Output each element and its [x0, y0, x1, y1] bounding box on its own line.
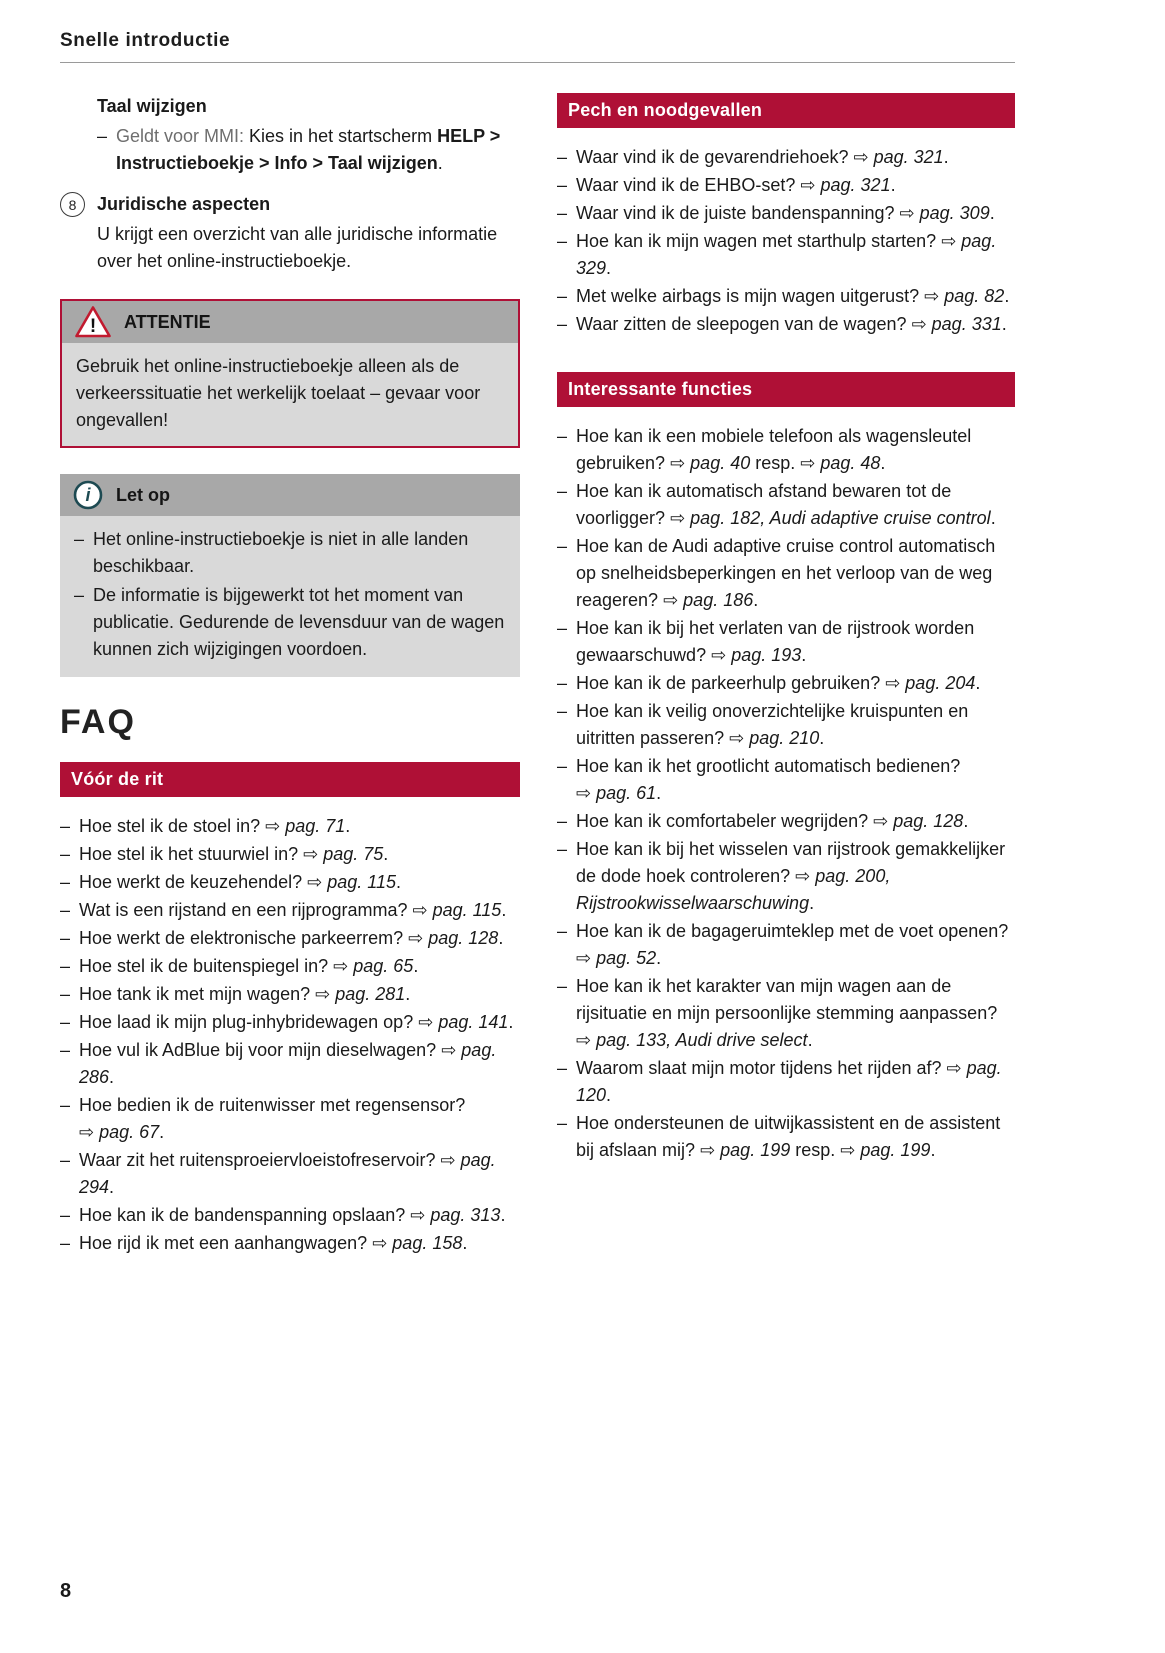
page-reference: pag. 141	[438, 1012, 509, 1032]
faq-item	[557, 836, 1015, 917]
dash-bullet: –	[557, 147, 568, 167]
dash-bullet: –	[60, 844, 71, 864]
dash-bullet: –	[557, 231, 568, 251]
text-segment: .	[656, 948, 662, 968]
text-segment: Hoe stel ik de stoel in?	[79, 816, 266, 836]
cross-reference-arrow: ⇨	[899, 203, 920, 223]
page-reference: pag. 294	[79, 1150, 496, 1197]
cross-reference-arrow: ⇨	[307, 872, 328, 892]
dash-bullet: –	[557, 426, 568, 446]
cross-reference-arrow: ⇨	[924, 286, 945, 306]
faq-item	[557, 1055, 1015, 1109]
cross-reference-arrow: ⇨	[800, 453, 821, 473]
dash-bullet: –	[557, 839, 568, 859]
text-segment: De informatie is bijgewerkt tot het moment van publicatie. Gedurende de levensduur van de wagen kunnen zich wijzigingen voordoen.	[93, 585, 505, 659]
dash-bullet: –	[60, 984, 71, 1004]
dash-bullet: –	[557, 536, 568, 556]
dash-bullet: –	[557, 175, 568, 195]
faq-item	[60, 953, 520, 980]
faq-item	[557, 144, 1015, 171]
text-segment: Met welke airbags is mijn wagen uitgerust?	[576, 286, 925, 306]
text-segment: Hoe kan ik de bagageruimteklep met de voet openen?	[576, 921, 1009, 941]
cross-reference-arrow: ⇨	[795, 866, 816, 886]
text-segment: .	[753, 590, 759, 610]
text-segment: Hoe kan ik comfortabeler wegrijden?	[576, 811, 874, 831]
language-section	[60, 93, 520, 177]
page-reference: pag. 193	[731, 645, 802, 665]
text-segment: .	[963, 811, 969, 831]
cross-reference-arrow: ⇨	[408, 928, 429, 948]
cross-reference-arrow: ⇨	[700, 1140, 721, 1160]
text-segment: .	[395, 872, 401, 892]
dash-bullet: –	[60, 816, 71, 836]
dash-bullet: –	[60, 1012, 71, 1032]
page-reference: pag. 75	[323, 844, 384, 864]
section-banner: Interessante functies	[557, 372, 1015, 407]
text-segment: Hoe tank ik met mijn wagen?	[79, 984, 316, 1004]
text-segment: Waar vind ik de juiste bandenspanning?	[576, 203, 900, 223]
text-segment: resp.	[790, 1140, 841, 1160]
page-reference: pag. 182, Audi adaptive cruise control	[690, 508, 991, 528]
faq-item	[60, 1092, 520, 1146]
cross-reference-arrow: ⇨	[873, 811, 894, 831]
page-reference: pag. 331	[931, 314, 1002, 334]
page-reference: pag. 52	[596, 948, 657, 968]
chapter-title: Snelle introductie	[60, 30, 231, 51]
text-segment: .	[109, 1067, 115, 1087]
dash-bullet: –	[60, 1205, 71, 1225]
text-segment: Hoe rijd ik met een aanhangwagen?	[79, 1233, 373, 1253]
faq-section	[557, 372, 1015, 1164]
warning-box-body	[62, 343, 518, 446]
text-segment: Hoe kan ik mijn wagen met starthulp starten?	[576, 231, 942, 251]
text-segment: Hoe bedien ik de ruitenwisser met regensensor?	[79, 1095, 466, 1115]
warning-box-title: ATTENTIE	[124, 311, 211, 332]
cross-reference-arrow: ⇨	[576, 948, 597, 968]
dash-bullet: –	[557, 976, 568, 996]
text-segment: Hoe ondersteunen de uitwijkassistent en de assistent bij afslaan mij?	[576, 1113, 1001, 1160]
text-segment: .	[383, 844, 389, 864]
faq-item	[60, 1009, 520, 1036]
faq-item	[557, 753, 1015, 807]
page-reference: pag. 67	[99, 1122, 160, 1142]
dash-bullet: –	[74, 529, 85, 549]
faq-item	[557, 698, 1015, 752]
page-reference: pag. 115	[327, 872, 396, 892]
page-reference: pag. 281	[335, 984, 406, 1004]
text-segment: Hoe stel ik het stuurwiel in?	[79, 844, 304, 864]
section-banner: Vóór de rit	[60, 762, 520, 797]
note-item	[74, 526, 506, 580]
text-segment: .	[807, 1030, 813, 1050]
text-segment: Het online-instructieboekje is niet in alle landen beschikbaar.	[93, 529, 469, 576]
text-segment: .	[890, 175, 896, 195]
text-segment: Hoe stel ik de buitenspiegel in?	[79, 956, 334, 976]
page-reference: pag. 82	[944, 286, 1005, 306]
page-number: 8	[60, 1580, 72, 1602]
faq-section	[60, 762, 520, 1257]
text-segment: .	[880, 453, 886, 473]
cross-reference-arrow: ⇨	[800, 175, 821, 195]
dash-bullet: –	[557, 618, 568, 638]
two-column-layout	[60, 93, 1015, 1291]
circled-number-badge: 8	[60, 192, 85, 217]
faq-heading: FAQ	[60, 703, 136, 741]
text-segment: .	[109, 1177, 115, 1197]
faq-item	[557, 533, 1015, 614]
dash-bullet: –	[60, 1233, 71, 1253]
faq-item	[557, 423, 1015, 477]
warning-box	[60, 299, 520, 448]
dash-bullet: –	[60, 1150, 71, 1170]
cross-reference-arrow: ⇨	[729, 728, 750, 748]
faq-item	[557, 200, 1015, 227]
cross-reference-arrow: ⇨	[853, 147, 874, 167]
cross-reference-arrow: ⇨	[946, 1058, 967, 1078]
faq-item	[557, 1110, 1015, 1164]
cross-reference-arrow: ⇨	[265, 816, 286, 836]
text-segment: Hoe kan de Audi adaptive cruise control automatisch op snelheidsbeperkingen en het verloop van de weg reageren?	[576, 536, 996, 610]
warning-box-header	[62, 301, 518, 343]
text-segment: .	[656, 783, 662, 803]
text-segment: Hoe kan ik het karakter van mijn wagen aan de rijsituatie en mijn persoonlijke stemming aanpassen?	[576, 976, 998, 1023]
legal-text: U krijgt een overzicht van alle juridische informatie over het online-instructieboekje.	[97, 224, 498, 271]
faq-item	[60, 1037, 520, 1091]
dash-bullet: –	[97, 126, 108, 146]
svg-text:!: !	[89, 316, 97, 337]
page-reference: pag. 133, Audi drive select	[596, 1030, 808, 1050]
dash-bullet: –	[557, 314, 568, 334]
cross-reference-arrow: ⇨	[412, 900, 433, 920]
section-banner: Pech en noodgevallen	[557, 93, 1015, 128]
page-reference: pag. 309	[919, 203, 990, 223]
text-segment: Hoe kan ik bij het wisselen van rijstrook gemakkelijker de dode hoek controleren?	[576, 839, 1006, 886]
page-reference: pag. 128	[428, 928, 499, 948]
cross-reference-arrow: ⇨	[670, 453, 691, 473]
page-reference: pag. 200, Rijstrookwisselwaarschuwing	[576, 866, 891, 913]
svg-text:i: i	[85, 485, 91, 505]
right-column	[557, 93, 1015, 1198]
text-segment: resp.	[750, 453, 801, 473]
faq-item	[557, 808, 1015, 835]
text-segment: .	[501, 900, 507, 920]
faq-item	[60, 1202, 520, 1229]
text-segment: Hoe kan ik automatisch afstand bewaren tot de voorligger?	[576, 481, 952, 528]
text-segment: .	[801, 645, 807, 665]
page-reference: pag. 321	[820, 175, 891, 195]
dash-bullet: –	[557, 811, 568, 831]
faq-item	[557, 311, 1015, 338]
cross-reference-arrow: ⇨	[372, 1233, 393, 1253]
text-segment: Waar zitten de sleepogen van de wagen?	[576, 314, 912, 334]
text-segment: Hoe laad ik mijn plug-inhybridewagen op?	[79, 1012, 419, 1032]
text-segment: .	[943, 147, 949, 167]
page-reference: pag. 313	[430, 1205, 501, 1225]
text-segment: Hoe werkt de elektronische parkeerrem?	[79, 928, 409, 948]
cross-reference-arrow: ⇨	[663, 590, 684, 610]
cross-reference-arrow: ⇨	[941, 231, 962, 251]
text-segment: Hoe kan ik de parkeerhulp gebruiken?	[576, 673, 886, 693]
dash-bullet: –	[557, 701, 568, 721]
faq-item	[60, 897, 520, 924]
text-segment: Waar vind ik de gevarendriehoek?	[576, 147, 854, 167]
text-segment: Waarom slaat mijn motor tijdens het rijden af?	[576, 1058, 947, 1078]
dash-bullet: –	[557, 1113, 568, 1133]
text-segment: .	[498, 928, 504, 948]
cross-reference-arrow: ⇨	[576, 783, 597, 803]
dash-bullet: –	[60, 900, 71, 920]
page-reference: pag. 40	[690, 453, 751, 473]
text-segment: .	[462, 1233, 468, 1253]
text-segment: .	[508, 1012, 514, 1032]
dash-bullet: –	[60, 1040, 71, 1060]
text-segment: Hoe kan ik veilig onoverzichtelijke kruispunten en uitritten passeren?	[576, 701, 969, 748]
applicability-note: Geldt voor MMI:	[116, 126, 245, 146]
cross-reference-arrow: ⇨	[670, 508, 691, 528]
menu-path: HELP > Instructieboekje > Info > Taal wijzigen	[116, 126, 501, 173]
faq-item	[557, 478, 1015, 532]
text-segment: Waar vind ik de EHBO-set?	[576, 175, 801, 195]
text-segment: .	[1001, 314, 1007, 334]
note-box-body	[60, 516, 520, 677]
page-reference: pag. 61	[596, 783, 657, 803]
note-box-header	[60, 474, 520, 516]
page-reference: pag. 128	[893, 811, 964, 831]
warning-triangle-icon	[74, 305, 112, 339]
dash-bullet: –	[60, 928, 71, 948]
text-segment: .	[1004, 286, 1010, 306]
dash-bullet: –	[60, 956, 71, 976]
dash-bullet: –	[557, 203, 568, 223]
note-item	[74, 582, 506, 663]
dash-bullet: –	[557, 673, 568, 693]
legal-section	[60, 191, 520, 275]
page-reference: pag. 321	[873, 147, 944, 167]
text-segment: .	[437, 153, 443, 173]
cross-reference-arrow: ⇨	[440, 1150, 461, 1170]
language-instruction-item	[97, 123, 520, 177]
page-reference: pag. 186	[683, 590, 754, 610]
faq-item	[60, 981, 520, 1008]
text-segment: .	[345, 816, 351, 836]
faq-item	[557, 918, 1015, 972]
cross-reference-arrow: ⇨	[911, 314, 932, 334]
warning-text: Gebruik het online-instructieboekje alleen als de verkeerssituatie het werkelijk toelaat – gevaar voor ongevallen!	[76, 356, 481, 430]
section-heading-legal: Juridische aspecten	[97, 194, 271, 214]
dash-bullet: –	[60, 1095, 71, 1115]
page-reference: pag. 286	[79, 1040, 497, 1087]
text-segment: Hoe kan ik een mobiele telefoon als wagensleutel gebruiken?	[576, 426, 972, 473]
info-icon	[72, 479, 104, 511]
text-segment: .	[500, 1205, 506, 1225]
page-reference: pag. 210	[749, 728, 820, 748]
dash-bullet: –	[557, 286, 568, 306]
faq-item	[557, 615, 1015, 669]
text-segment: Hoe kan ik het grootlicht automatisch bedienen?	[576, 756, 961, 776]
faq-item	[60, 869, 520, 896]
text-segment: Hoe werkt de keuzehendel?	[79, 872, 308, 892]
faq-item	[557, 228, 1015, 282]
cross-reference-arrow: ⇨	[303, 844, 324, 864]
faq-item	[557, 670, 1015, 697]
text-segment: Kies in het startscherm	[244, 126, 438, 146]
cross-reference-arrow: ⇨	[441, 1040, 462, 1060]
text-segment: .	[930, 1140, 936, 1160]
page-reference: pag. 48	[820, 453, 881, 473]
faq-item	[557, 172, 1015, 199]
page-reference: pag. 199	[860, 1140, 931, 1160]
faq-item	[60, 1147, 520, 1201]
dash-bullet: –	[74, 585, 85, 605]
page-reference: pag. 115	[432, 900, 502, 920]
text-segment: .	[819, 728, 825, 748]
section-heading-language: Taal wijzigen	[97, 96, 207, 116]
dash-bullet: –	[557, 921, 568, 941]
faq-left-container	[60, 762, 520, 1257]
text-segment: .	[606, 1085, 612, 1105]
faq-item	[557, 973, 1015, 1054]
page-header	[60, 30, 1015, 63]
text-segment: .	[606, 258, 612, 278]
page-reference: pag. 204	[905, 673, 976, 693]
page-reference: pag. 199	[720, 1140, 791, 1160]
faq-item	[60, 841, 520, 868]
faq-item	[60, 813, 520, 840]
text-segment: .	[989, 203, 995, 223]
cross-reference-arrow: ⇨	[711, 645, 732, 665]
faq-item	[557, 283, 1015, 310]
text-segment: Hoe kan ik de bandenspanning opslaan?	[79, 1205, 411, 1225]
faq-item	[60, 925, 520, 952]
dash-bullet: –	[557, 756, 568, 776]
faq-item	[60, 1230, 520, 1257]
text-segment: Hoe vul ik AdBlue bij voor mijn dieselwagen?	[79, 1040, 442, 1060]
cross-reference-arrow: ⇨	[576, 1030, 597, 1050]
text-segment: .	[405, 984, 411, 1004]
faq-section	[557, 93, 1015, 338]
cross-reference-arrow: ⇨	[79, 1122, 100, 1142]
text-segment: .	[809, 893, 815, 913]
cross-reference-arrow: ⇨	[840, 1140, 861, 1160]
text-segment: Wat is een rijstand en een rijprogramma?	[79, 900, 413, 920]
text-segment: .	[990, 508, 996, 528]
cross-reference-arrow: ⇨	[410, 1205, 431, 1225]
cross-reference-arrow: ⇨	[418, 1012, 439, 1032]
note-box-title: Let op	[116, 484, 170, 505]
cross-reference-arrow: ⇨	[333, 956, 354, 976]
page-reference: pag. 329	[576, 231, 997, 278]
text-segment: Hoe kan ik bij het verlaten van de rijstrook worden gewaarschuwd?	[576, 618, 975, 665]
page-reference: pag. 158	[392, 1233, 463, 1253]
text-segment: .	[413, 956, 419, 976]
text-segment: Waar zit het ruitensproeiervloeistofreservoir?	[79, 1150, 441, 1170]
dash-bullet: –	[60, 872, 71, 892]
page-reference: pag. 120	[576, 1058, 1002, 1105]
note-box	[60, 474, 520, 677]
page-reference: pag. 71	[285, 816, 346, 836]
cross-reference-arrow: ⇨	[885, 673, 906, 693]
left-column	[60, 93, 520, 1291]
text-segment: .	[159, 1122, 165, 1142]
cross-reference-arrow: ⇨	[315, 984, 336, 1004]
dash-bullet: –	[557, 481, 568, 501]
dash-bullet: –	[557, 1058, 568, 1078]
page-reference: pag. 65	[353, 956, 414, 976]
faq-right-container	[557, 93, 1015, 1164]
text-segment: .	[975, 673, 981, 693]
